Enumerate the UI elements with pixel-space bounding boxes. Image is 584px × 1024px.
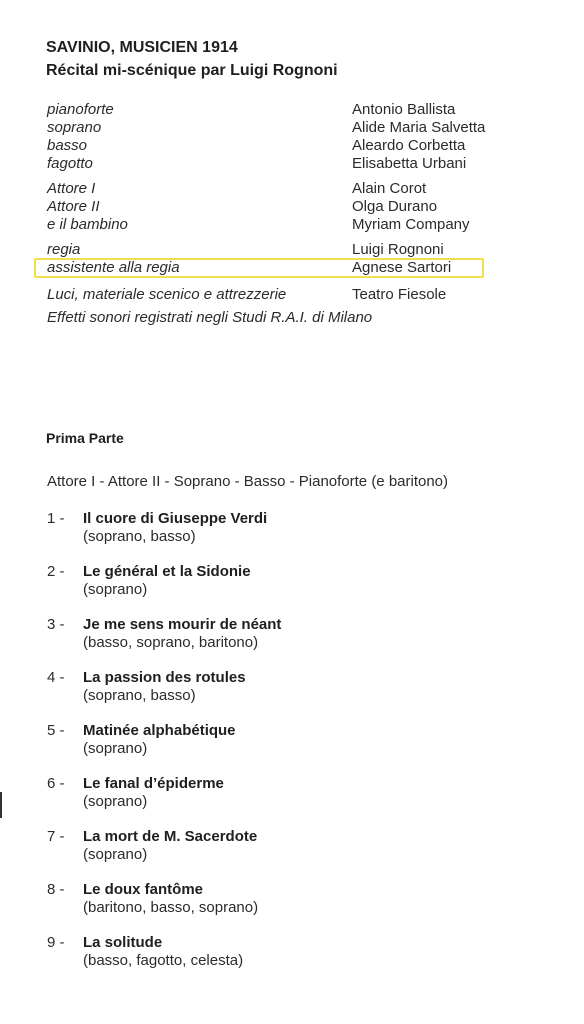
cast-name: Agnese Sartori: [352, 259, 452, 276]
cast-name: Alain Corot: [352, 180, 427, 197]
page-subtitle: Récital mi-scénique par Luigi Rognoni: [46, 62, 338, 79]
item-voices: (basso, soprano, baritono): [83, 634, 259, 651]
item-number: 1 -: [47, 510, 65, 527]
item-number: 8 -: [47, 881, 65, 898]
item-title: Matinée alphabétique: [83, 722, 236, 739]
cast-role: Luci, materiale scenico e attrezzerie: [47, 286, 287, 303]
page-edge-mark: [0, 792, 2, 818]
cast-role: regia: [47, 241, 81, 258]
cast-name: Antonio Ballista: [352, 101, 456, 118]
cast-role: soprano: [47, 119, 102, 136]
cast-name: Alide Maria Salvetta: [352, 119, 486, 136]
item-number: 7 -: [47, 828, 65, 845]
cast-role: e il bambino: [47, 216, 128, 233]
item-number: 5 -: [47, 722, 65, 739]
cast-role: fagotto: [47, 155, 93, 172]
cast-name: Olga Durano: [352, 198, 438, 215]
item-title: Le général et la Sidonie: [83, 563, 251, 580]
item-title: La mort de M. Sacerdote: [83, 828, 258, 845]
cast-role: assistente alla regia: [47, 259, 180, 276]
item-title: La passion des rotules: [83, 669, 246, 686]
item-title: Je me sens mourir de néant: [83, 616, 282, 633]
item-voices: (soprano): [83, 846, 148, 863]
item-voices: (baritono, basso, soprano): [83, 899, 259, 916]
credit-note: Effetti sonori registrati negli Studi R.A.I. di Milano: [47, 309, 373, 326]
item-number: 3 -: [47, 616, 65, 633]
item-voices: (soprano): [83, 581, 148, 598]
cast-name: Luigi Rognoni: [352, 241, 444, 258]
item-voices: (basso, fagotto, celesta): [83, 952, 244, 969]
item-number: 2 -: [47, 563, 65, 580]
cast-role: pianoforte: [47, 101, 114, 118]
cast-role: basso: [47, 137, 88, 154]
item-voices: (soprano, basso): [83, 687, 196, 704]
item-voices: (soprano): [83, 793, 148, 810]
performers-line: Attore I - Attore II - Soprano - Basso - Pianoforte (e baritono): [47, 473, 449, 490]
item-number: 9 -: [47, 934, 65, 951]
item-number: 4 -: [47, 669, 65, 686]
cast-role: Attore I: [47, 180, 96, 197]
item-voices: (soprano, basso): [83, 528, 196, 545]
page-title: SAVINIO, MUSICIEN 1914: [46, 39, 238, 56]
cast-name: Aleardo Corbetta: [352, 137, 466, 154]
item-title: Il cuore di Giuseppe Verdi: [83, 510, 268, 527]
cast-name: Myriam Company: [352, 216, 470, 233]
item-title: Le fanal d’épiderme: [83, 775, 224, 792]
cast-name: Teatro Fiesole: [352, 286, 447, 303]
item-title: La solitude: [83, 934, 163, 951]
section-heading: Prima Parte: [46, 430, 124, 446]
item-number: 6 -: [47, 775, 65, 792]
item-title: Le doux fantôme: [83, 881, 204, 898]
item-voices: (soprano): [83, 740, 148, 757]
cast-name: Elisabetta Urbani: [352, 155, 467, 172]
cast-role: Attore II: [47, 198, 100, 215]
